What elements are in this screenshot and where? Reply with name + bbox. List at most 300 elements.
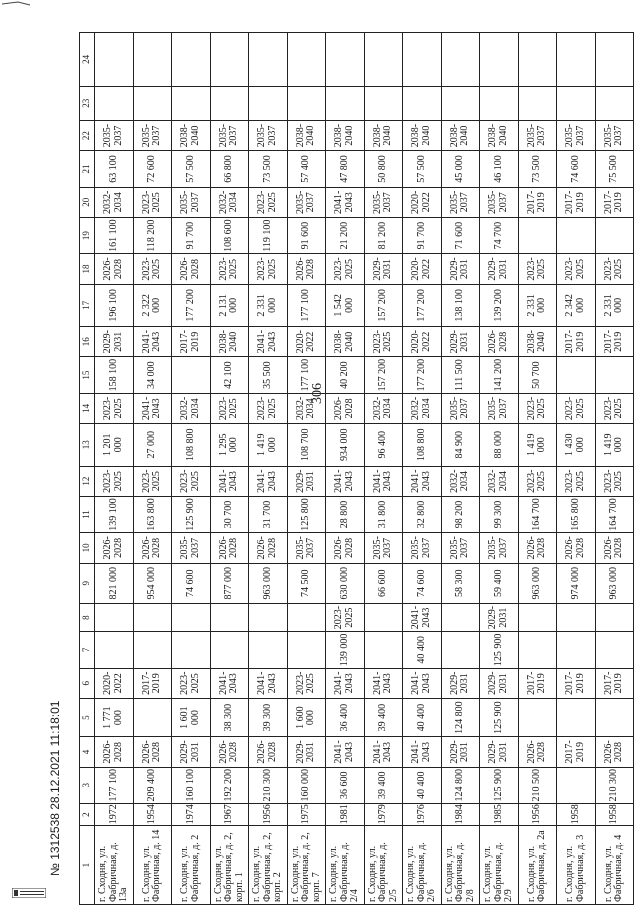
table-cell: 963 000	[518, 563, 557, 603]
column-header: 23	[80, 86, 95, 120]
table-cell: 164 700	[595, 496, 634, 532]
table-cell: 2035-2037	[480, 187, 519, 217]
table-cell: 2029-2031	[480, 603, 519, 631]
column-header: 8	[80, 603, 95, 631]
column-header: 9	[80, 563, 95, 603]
table-cell	[557, 217, 596, 253]
table-row	[364, 33, 403, 905]
table-cell: 2026-2028	[249, 737, 288, 767]
table-cell: 2026-2028	[95, 737, 134, 767]
table-cell: 2023-2025	[595, 254, 634, 284]
table-cell: 177 100	[95, 767, 134, 803]
table-cell: 2029-2031	[287, 737, 326, 767]
table-cell: 2023-2025	[210, 393, 249, 423]
table-cell	[595, 217, 634, 253]
table-cell: 38 300	[210, 698, 249, 736]
table-cell: 2041-2043	[133, 393, 172, 423]
table-cell: 2023-2025	[518, 466, 557, 496]
table-cell	[95, 632, 134, 668]
table-cell: 40 400	[403, 698, 442, 736]
table-row	[480, 33, 519, 905]
column-header: 3	[80, 767, 95, 803]
table-cell: 2023-2025	[133, 187, 172, 217]
address-cell: г. Сходня, ул. Фабричная, д. 2а	[518, 826, 557, 905]
table-cell: 877 000	[210, 563, 249, 603]
table-cell	[172, 86, 211, 120]
table-cell	[557, 86, 596, 120]
table-cell: 2032-2034	[480, 466, 519, 496]
address-cell: г. Сходня, ул. Фабричная, д. 13а	[95, 826, 134, 905]
table-cell: 2026-2028	[595, 737, 634, 767]
table-cell: 1 201 000	[95, 424, 134, 466]
table-cell: 2041-2043	[210, 668, 249, 698]
table-cell: 2026-2028	[133, 737, 172, 767]
table-cell: 2020-2022	[403, 254, 442, 284]
column-header: 15	[80, 357, 95, 393]
table-cell: 2 342 000	[557, 284, 596, 326]
table-cell: 1956	[249, 803, 288, 825]
table-cell: 2038-2040	[518, 327, 557, 357]
table-cell: 177 200	[403, 284, 442, 326]
column-header: 17	[80, 284, 95, 326]
table-cell	[210, 33, 249, 87]
table-cell	[249, 33, 288, 87]
table-cell: 2017-2019	[172, 327, 211, 357]
table-cell: 2026-2028	[172, 254, 211, 284]
table-cell: 2032-2034	[441, 466, 480, 496]
table-cell: 139 200	[480, 284, 519, 326]
table-cell: 2026-2028	[287, 254, 326, 284]
table-cell: 2038-2040	[287, 120, 326, 150]
page-number: 306	[310, 383, 325, 404]
table-cell: 35 500	[249, 357, 288, 393]
table-cell: 1979	[364, 803, 403, 825]
table-cell: 2035-2037	[557, 120, 596, 150]
table-cell	[249, 632, 288, 668]
table-cell: 124 800	[441, 698, 480, 736]
table-cell: 2017-2019	[595, 327, 634, 357]
table-cell	[172, 603, 211, 631]
table-cell: 73 500	[249, 151, 288, 187]
table-cell	[287, 33, 326, 87]
table-cell	[441, 632, 480, 668]
rotated-table-container	[79, 32, 625, 905]
table-cell: 2035-2037	[441, 533, 480, 563]
table-cell: 160 100	[172, 767, 211, 803]
address-cell: г. Сходня, ул. Фабричная, д. 14	[133, 826, 172, 905]
table-cell: 39 400	[364, 698, 403, 736]
table-cell: 139 100	[95, 496, 134, 532]
table-cell: 91 700	[172, 217, 211, 253]
table-cell: 2017-2019	[557, 187, 596, 217]
table-cell: 2029-2031	[364, 254, 403, 284]
table-cell: 2020-2022	[403, 327, 442, 357]
address-cell: г. Сходня, ул. Фабричная, д. 2, корп. 2	[249, 826, 288, 905]
column-header: 10	[80, 533, 95, 563]
table-cell: 125 900	[480, 698, 519, 736]
table-cell: 2035-2037	[133, 120, 172, 150]
table-cell: 2023-2025	[326, 254, 365, 284]
table-cell: 125 800	[287, 496, 326, 532]
table-cell	[480, 86, 519, 120]
table-cell	[518, 217, 557, 253]
table-cell	[557, 698, 596, 736]
table-cell	[326, 86, 365, 120]
table-cell	[595, 632, 634, 668]
table-cell: 2026-2028	[95, 254, 134, 284]
table-cell: 74 600	[403, 563, 442, 603]
table-cell	[518, 632, 557, 668]
table-cell: 1 542 000	[326, 284, 365, 326]
table-cell: 2041-2043	[326, 187, 365, 217]
table-cell: 158 100	[95, 357, 134, 393]
table-cell: 2026-2028	[326, 393, 365, 423]
table-cell: 2017-2019	[557, 327, 596, 357]
table-cell: 88 000	[480, 424, 519, 466]
table-cell: 74 700	[480, 217, 519, 253]
table-cell: 177 100	[287, 357, 326, 393]
table-cell: 2029-2031	[172, 737, 211, 767]
table-cell: 138 100	[441, 284, 480, 326]
table-cell: 66 800	[210, 151, 249, 187]
table-cell: 2023-2025	[557, 466, 596, 496]
table-cell	[172, 632, 211, 668]
table-cell	[441, 86, 480, 120]
table-cell: 2023-2025	[210, 254, 249, 284]
table-cell: 72 600	[133, 151, 172, 187]
table-cell: 1967	[210, 803, 249, 825]
table-cell: 1976	[403, 803, 442, 825]
table-cell: 2029-2031	[480, 668, 519, 698]
table-cell	[249, 603, 288, 631]
table-cell: 2026-2028	[326, 533, 365, 563]
table-cell	[133, 86, 172, 120]
table-cell	[210, 632, 249, 668]
table-cell: 1975	[287, 803, 326, 825]
table-cell: 2020-2022	[403, 187, 442, 217]
table-cell: 2017-2019	[518, 187, 557, 217]
table-cell	[95, 603, 134, 631]
table-cell: 1954	[133, 803, 172, 825]
table-cell	[595, 33, 634, 87]
table-cell: 2032-2034	[172, 393, 211, 423]
table-cell: 2023-2025	[518, 254, 557, 284]
table-cell: 2038-2040	[210, 327, 249, 357]
table-cell: 2041-2043	[249, 668, 288, 698]
table-cell: 963 000	[249, 563, 288, 603]
table-cell: 2026-2028	[210, 533, 249, 563]
table-cell	[364, 33, 403, 87]
table-cell: 2041-2043	[249, 327, 288, 357]
table-cell: 66 600	[364, 563, 403, 603]
table-cell	[133, 603, 172, 631]
table-cell: 165 800	[557, 496, 596, 532]
table-cell: 177 200	[403, 357, 442, 393]
table-cell: 2035-2037	[364, 533, 403, 563]
table-cell: 2041-2043	[210, 466, 249, 496]
table-cell: 164 700	[518, 496, 557, 532]
table-cell: 2041-2043	[403, 466, 442, 496]
column-header: 22	[80, 120, 95, 150]
table-cell: 58 300	[441, 563, 480, 603]
table-cell: 46 100	[480, 151, 519, 187]
table-row	[172, 33, 211, 905]
table-cell: 161 100	[95, 217, 134, 253]
table-cell: 111 500	[441, 357, 480, 393]
table-cell: 2041-2043	[326, 668, 365, 698]
table-cell: 2 331 000	[595, 284, 634, 326]
table-cell: 2035-2037	[518, 120, 557, 150]
table-cell	[172, 357, 211, 393]
table-cell: 2026-2028	[480, 327, 519, 357]
table-cell: 2032-2034	[95, 187, 134, 217]
table-cell: 2035-2037	[403, 533, 442, 563]
table-cell	[249, 86, 288, 120]
table-cell: 2041-2043	[133, 327, 172, 357]
table-cell	[595, 698, 634, 736]
address-cell: г. Сходня, ул. Фабричная, д. 2/8	[441, 826, 480, 905]
table-cell: 1958	[557, 803, 596, 825]
table-row	[249, 33, 288, 905]
address-cell: г. Сходня, ул. Фабричная, д. 2	[172, 826, 211, 905]
address-cell: г. Сходня, ул. Фабричная, д. 2/4	[326, 826, 365, 905]
table-cell: 2035-2037	[95, 120, 134, 150]
table-cell: 2029-2031	[95, 327, 134, 357]
table-cell: 57 500	[172, 151, 211, 187]
table-cell: 2041-2043	[326, 466, 365, 496]
table-cell: 2023-2025	[249, 254, 288, 284]
table-cell: 2035-2037	[172, 533, 211, 563]
table-cell: 34 000	[133, 357, 172, 393]
table-cell: 1981	[326, 803, 365, 825]
table-cell: 2038-2040	[480, 120, 519, 150]
table-cell: 99 300	[480, 496, 519, 532]
table-cell	[518, 86, 557, 120]
table-cell: 2035-2037	[249, 120, 288, 150]
table-cell: 2 322 000	[133, 284, 172, 326]
table-cell: 2035-2037	[172, 187, 211, 217]
table-cell: 2029-2031	[480, 737, 519, 767]
column-header: 7	[80, 632, 95, 668]
table-cell: 91 700	[403, 217, 442, 253]
address-cell: г. Сходня, ул. Фабричная, д. 2, корп. 7	[287, 826, 326, 905]
table-cell: 73 500	[518, 151, 557, 187]
table-cell	[172, 33, 211, 87]
table-cell: 2032-2034	[210, 187, 249, 217]
table-cell: 210 500	[518, 767, 557, 803]
table-row	[441, 33, 480, 905]
table-cell: 141 200	[480, 357, 519, 393]
table-cell: 2023-2025	[326, 603, 365, 631]
table-row	[518, 33, 557, 905]
table-cell: 209 400	[133, 767, 172, 803]
table-cell: 28 800	[326, 496, 365, 532]
table-cell: 2026-2028	[133, 533, 172, 563]
registry-logo-icon	[12, 888, 46, 898]
column-header: 13	[80, 424, 95, 466]
table-body	[95, 33, 634, 905]
table-cell: 71 600	[441, 217, 480, 253]
address-cell: г. Сходня, ул. Фабричная, д. 4	[595, 826, 634, 905]
table-cell: 50 700	[518, 357, 557, 393]
table-cell: 2017-2019	[595, 187, 634, 217]
table-cell: 2026-2028	[518, 533, 557, 563]
table-cell: 157 200	[364, 357, 403, 393]
table-cell: 40 200	[326, 357, 365, 393]
column-header: 24	[80, 33, 95, 87]
table-cell: 125 900	[172, 496, 211, 532]
address-cell: г. Сходня, ул. Фабричная, д. 2/5	[364, 826, 403, 905]
table-cell: 2035-2037	[441, 393, 480, 423]
table-cell: 108 700	[287, 424, 326, 466]
table-cell: 31 800	[364, 496, 403, 532]
address-cell: г. Сходня, ул. Фабричная, д. 2/6	[403, 826, 442, 905]
table-cell: 57 500	[403, 151, 442, 187]
table-row	[595, 33, 634, 905]
table-cell	[287, 632, 326, 668]
table-row	[95, 33, 134, 905]
column-header: 4	[80, 737, 95, 767]
table-cell: 125 900	[480, 767, 519, 803]
table-cell: 2023-2025	[557, 393, 596, 423]
table-cell: 30 700	[210, 496, 249, 532]
table-row	[133, 33, 172, 905]
column-header: 2	[80, 803, 95, 825]
column-header: 19	[80, 217, 95, 253]
table-cell: 36 400	[326, 698, 365, 736]
table-cell: 2032-2034	[364, 393, 403, 423]
table-cell: 2023-2025	[287, 668, 326, 698]
address-cell: г. Сходня, ул. Фабричная, д. 2, корп. 1	[210, 826, 249, 905]
table-cell	[518, 33, 557, 87]
table-cell	[595, 603, 634, 631]
table-cell: 2017-2019	[595, 668, 634, 698]
table-cell: 2041-2043	[403, 603, 442, 631]
table-cell: 963 000	[595, 563, 634, 603]
table-cell: 84 900	[441, 424, 480, 466]
table-row	[326, 33, 365, 905]
table-cell: 2017-2019	[557, 668, 596, 698]
table-cell: 1984	[441, 803, 480, 825]
table-cell: 2041-2043	[364, 466, 403, 496]
table-cell: 2038-2040	[172, 120, 211, 150]
table-cell: 2029-2031	[441, 668, 480, 698]
table-cell: 2038-2040	[326, 120, 365, 150]
table-cell	[326, 33, 365, 87]
table-cell: 57 400	[287, 151, 326, 187]
table-cell: 118 200	[133, 217, 172, 253]
table-cell	[287, 603, 326, 631]
table-cell: 2041-2043	[364, 668, 403, 698]
table-cell: 2041-2043	[403, 668, 442, 698]
table-cell: 2041-2043	[364, 737, 403, 767]
table-cell: 2029-2031	[287, 466, 326, 496]
table-cell: 1 419 000	[518, 424, 557, 466]
table-header-row	[80, 33, 95, 905]
table-cell: 210 300	[595, 767, 634, 803]
table-cell	[595, 86, 634, 120]
table-cell: 2 131 000	[210, 284, 249, 326]
table-cell: 1 600 000	[287, 698, 326, 736]
table-cell: 1 771 000	[95, 698, 134, 736]
table-cell: 2035-2037	[595, 120, 634, 150]
table-cell: 2017-2019	[518, 668, 557, 698]
table-cell: 2026-2028	[595, 533, 634, 563]
address-cell: г. Сходня, ул. Фабричная, д. 2/9	[480, 826, 519, 905]
table-cell	[210, 86, 249, 120]
table-cell: 2038-2040	[441, 120, 480, 150]
column-header: 18	[80, 254, 95, 284]
table-cell: 45 000	[441, 151, 480, 187]
table-cell	[441, 603, 480, 631]
table-cell	[480, 33, 519, 87]
table-cell: 2041-2043	[326, 737, 365, 767]
column-header: 21	[80, 151, 95, 187]
table-cell: 2026-2028	[518, 737, 557, 767]
table-cell: 2 331 000	[249, 284, 288, 326]
table-cell: 196 100	[95, 284, 134, 326]
table-cell: 1 419 000	[249, 424, 288, 466]
table-cell	[518, 603, 557, 631]
table-cell	[364, 603, 403, 631]
column-header: 11	[80, 496, 95, 532]
table-cell	[210, 603, 249, 631]
table-cell	[287, 86, 326, 120]
table-cell: 2038-2040	[403, 120, 442, 150]
table-cell: 40 400	[403, 632, 442, 668]
table-cell: 2023-2025	[364, 327, 403, 357]
table-cell: 2023-2025	[133, 254, 172, 284]
table-cell: 74 600	[557, 151, 596, 187]
column-header: 1	[80, 826, 95, 905]
table-cell	[403, 86, 442, 120]
table-cell	[403, 33, 442, 87]
table-row	[403, 33, 442, 905]
table-cell	[364, 632, 403, 668]
table-cell: 47 800	[326, 151, 365, 187]
table-cell: 630 000	[326, 563, 365, 603]
table-cell: 2 331 000	[518, 284, 557, 326]
table-cell: 75 500	[595, 151, 634, 187]
table-cell: 96 400	[364, 424, 403, 466]
table-cell: 2032-2034	[403, 393, 442, 423]
column-header: 20	[80, 187, 95, 217]
column-header: 12	[80, 466, 95, 496]
table-cell: 2023-2025	[595, 393, 634, 423]
table-cell: 2035-2037	[364, 187, 403, 217]
table-cell: 27 000	[133, 424, 172, 466]
table-cell: 192 200	[210, 767, 249, 803]
table-cell: 42 100	[210, 357, 249, 393]
table-cell: 1 601 000	[172, 698, 211, 736]
table-cell: 98 200	[441, 496, 480, 532]
column-header: 14	[80, 393, 95, 423]
table-cell	[441, 33, 480, 87]
table-cell: 177 200	[172, 284, 211, 326]
table-cell: 2023-2025	[172, 668, 211, 698]
table-cell: 974 000	[557, 563, 596, 603]
table-row	[210, 33, 249, 905]
table-cell: 2023-2025	[95, 466, 134, 496]
table-cell: 74 600	[172, 563, 211, 603]
table-cell: 2035-2037	[287, 187, 326, 217]
table-cell: 2023-2025	[595, 466, 634, 496]
table-cell: 63 100	[95, 151, 134, 187]
table-cell: 2029-2031	[441, 254, 480, 284]
table-cell: 2023-2025	[557, 254, 596, 284]
table-cell: 119 100	[249, 217, 288, 253]
table-cell: 163 800	[133, 496, 172, 532]
